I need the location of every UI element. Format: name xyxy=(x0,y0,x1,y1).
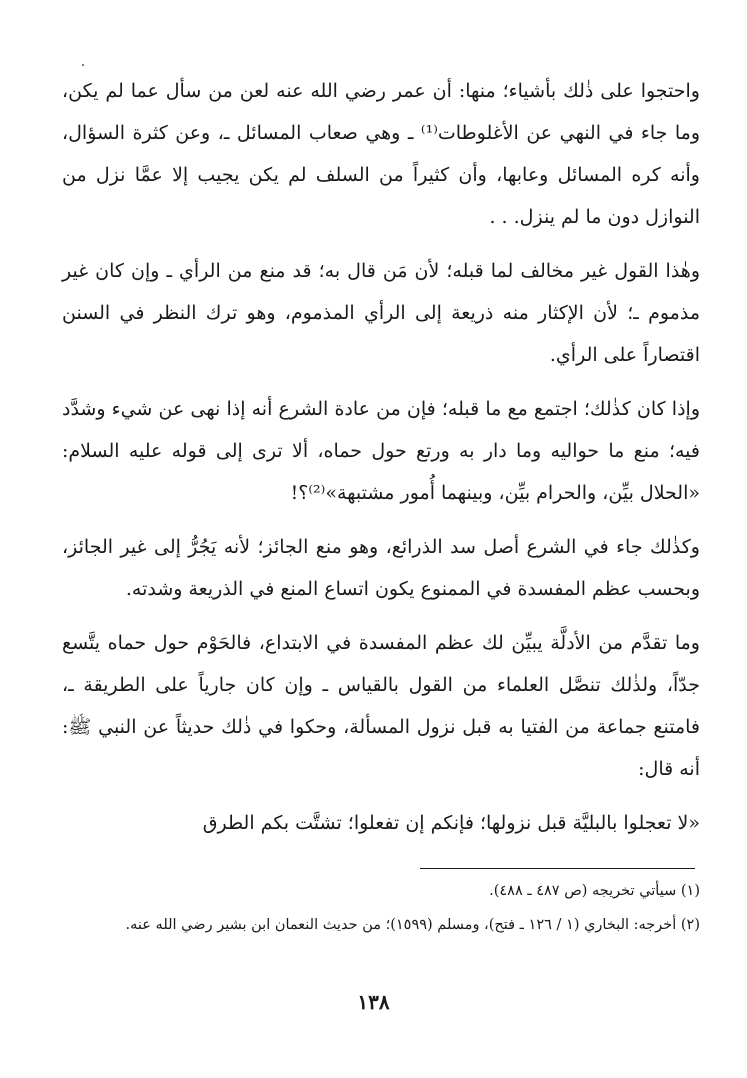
footnote-2: (٢) أخرجه: البخاري (١ / ١٢٦ ـ فتح)، ومسلم (١٥٩٩)؛ من حديث النعمان ابن بشير رضي الله عنه. xyxy=(125,917,700,933)
main-text xyxy=(62,70,700,844)
page-number: ١٣٨ xyxy=(357,990,390,1014)
paragraph-3: وإذا كان كذٰلك؛ اجتمع مع ما قبله؛ فإن من عادة الشرع أنه إذا نهى عن شيء وشدَّد فيه؛ منع ما حواليه وما دار به ورتع حول حماه، ألا ترى إلى قوله عليه السلام: «الحلال بيِّن، والحرام بيِّن، وبينهما أُمور مشتبهة»⁽²⁾؟! xyxy=(62,398,700,504)
paragraph-4: وكذٰلك جاء في الشرع أصل سد الذرائع، وهو منع الجائز؛ لأنه يَجُرُّ إلى غير الجائز، وبحسب عظم المفسدة في الممنوع يكون اتساع المنع في الذريعة وشدته. xyxy=(62,536,700,600)
footnote-1: (١) سيأتي تخريجه (ص ٤٨٧ ـ ٤٨٨). xyxy=(489,883,700,899)
footnotes xyxy=(62,874,700,942)
paragraph-1: واحتجوا على ذٰلك بأشياء؛ منها: أن عمر رضي الله عنه لعن من سأل عما لم يكن، وما جاء في النهي عن الأغلوطات⁽¹⁾ ـ وهي صعاب المسائل ـ، وعن كثرة السؤال، وأنه كره المسائل وعابها، وأن كثيراً من السلف لم يكن يجيب إلا عمَّا نزل من النوازل دون ما لم ينزل. . . xyxy=(62,80,700,228)
footnote-divider xyxy=(420,868,695,869)
page-speck xyxy=(82,64,84,66)
paragraph-5: وما تقدَّم من الأدلَّة يبيِّن لك عظم المفسدة في الابتداع، فالحَوْم حول حماه يتَّسع جدّاً، ولذٰلك تنصَّل العلماء من القول بالقياس ـ وإن كان جارياً على الطريقة ـ، فامتنع جماعة من الفتيا به قبل نزول المسألة، وحكوا في ذٰلك حديثاً عن النبي ﷺ: أنه قال: xyxy=(62,632,700,780)
paragraph-6: «لا تعجلوا بالبليَّة قبل نزولها؛ فإنكم إن تفعلوا؛ تشتَّت بكم الطرق xyxy=(202,812,700,834)
paragraph-2: وهٰذا القول غير مخالف لما قبله؛ لأن مَن قال به؛ قد منع من الرأي ـ وإن كان غير مذموم ـ؛ لأن الإكثار منه ذريعة إلى الرأي المذموم، وهو ترك النظر في السنن اقتصاراً على الرأي. xyxy=(62,260,700,366)
